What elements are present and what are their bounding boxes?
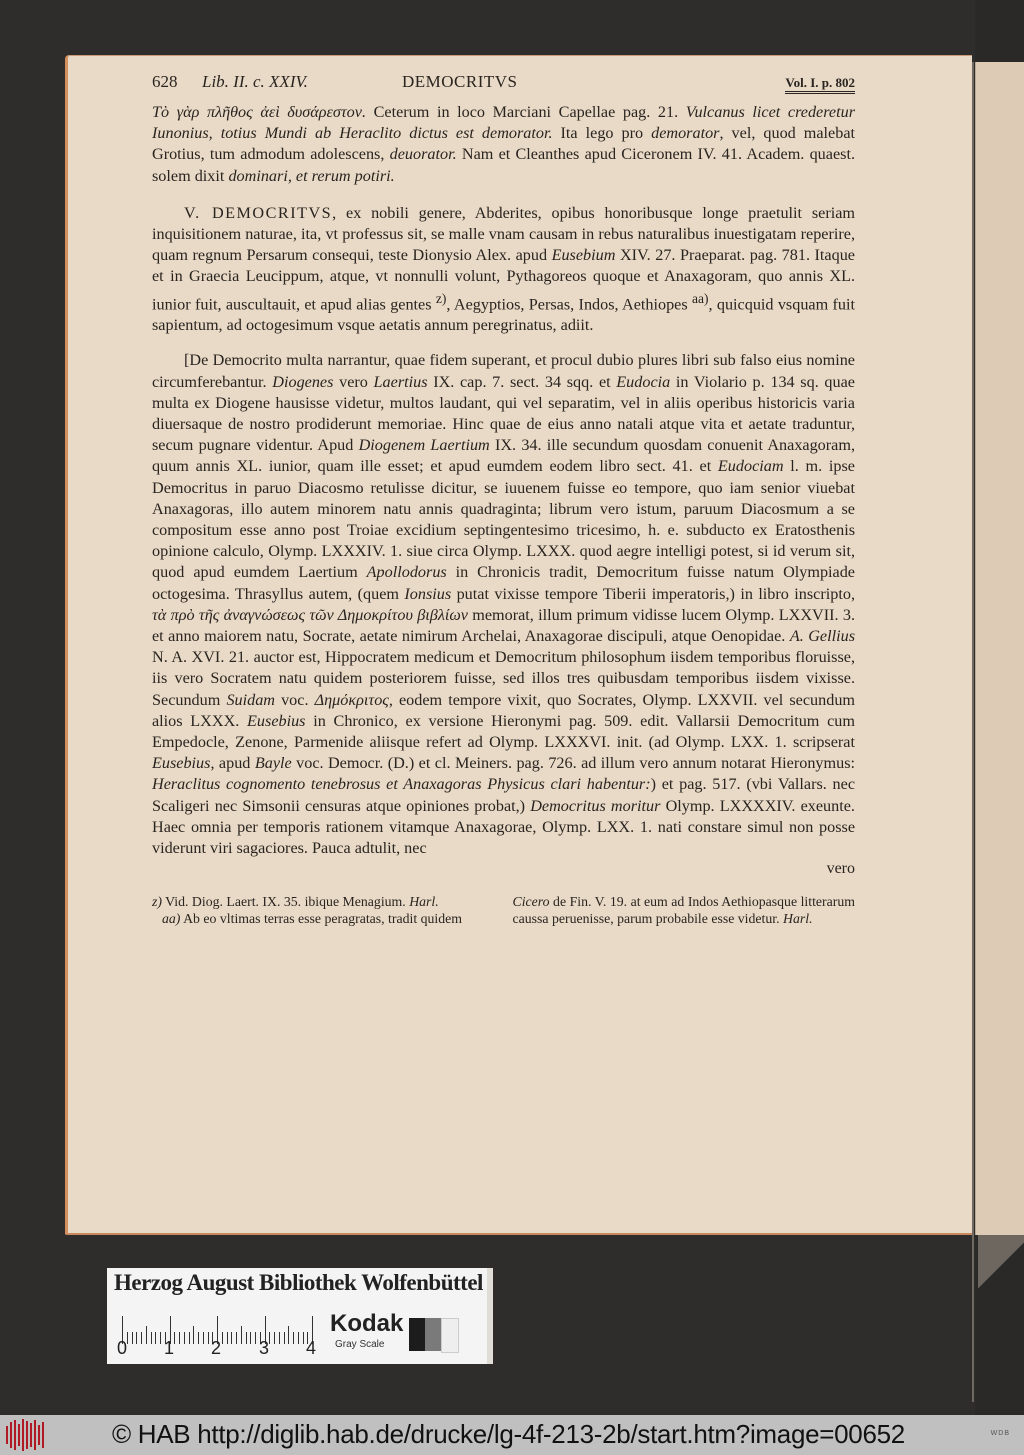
facing-page-edge [975,62,1024,1235]
ruler-tick [222,1332,223,1344]
text-run: XIV. 27. Praeparat. pag. 781. Itaque et in Graecia Leucippum, atque, vt nonnulli volunt, Pythagoreos quoque et Anaxagoram, quo annis XL. iunior fuit, auscultauit, et apud alias gentes [152,246,855,314]
text-run: memorat, illum primum vidisse lucem Olymp. LXXVII. 3. et anno maiorem natu, Socrate, aetate nimirum Archelai, Anaxagorae discipuli, atque Oenopidae. [152,605,855,646]
ruler-tick [303,1332,304,1344]
footnote-column-right [513,893,856,927]
corner-tag: WDB [990,1430,1010,1437]
logo-bar [30,1423,32,1447]
text-run: voc. [275,690,315,709]
page-content [152,72,855,927]
ruler-tick [246,1332,247,1344]
copyright-link[interactable]: © HAB http://diglib.hab.de/drucke/lg-4f-213-2b/start.htm?image=00652 [112,1419,905,1449]
gutter-line [972,62,974,1402]
ruler-tick [298,1332,299,1344]
italic-quote: dominari, et rerum potiri. [228,166,395,185]
italic-name: Ionsius [404,584,452,603]
text-run: , apud [210,754,255,773]
text-run: Ceterum in loco Marciani Capellae pag. 21. [366,103,686,121]
footnote-z [152,893,495,910]
ruler-label-1: 1 [164,1338,175,1358]
book-reference: Lib. II. c. XXIV. [202,72,308,91]
ruler-tick [279,1332,280,1344]
text-run: in Chronico, ex versione Hieronymi pag. 509. edit. Vallarsii Democritum cum Empedocle, Zenone, Parmenide aliisque refert ad Olymp. LXXXVI. init. (ad Olymp. LXX. 1. scripserat [152,711,855,752]
text-run: IX. 34. ille secundum quosdam conuenit Anaxagoram, quum annis XL. iunior, quam ille esset; et apud eumdem eodem libro sect. 41. et [152,436,855,476]
ruler-tick [231,1332,232,1344]
italic-name: Eusebium [551,246,616,265]
page-number: 628 [152,72,178,91]
logo-bar [42,1422,44,1448]
swatch-white [441,1318,459,1353]
logo-bar [26,1421,28,1449]
italic-name: Eusebius [152,754,211,773]
ruler-tick [227,1332,228,1344]
text-run: Olymp. LXXXXIV. exeunte. Haec omnia per temporis rationem vitamque Anaxagorae, Olymp. LXX. 1. nati constare simul non posse viderunt viri sagaciores. Pauca adtulit, nec [152,796,855,858]
footnotes [152,893,855,927]
italic-name: Bayle [254,754,292,773]
gray-scale-label: Gray Scale [335,1339,385,1350]
ruler-tick [293,1332,294,1344]
logo-bar [14,1420,16,1450]
gray-swatches [409,1318,459,1351]
italic-name: Apollodorus [366,563,447,582]
italic-term: deuorator. [389,145,457,164]
ruler-tick [174,1332,175,1344]
ruler-tick [193,1326,194,1344]
ruler-label-2: 2 [211,1338,222,1358]
ruler-tick [269,1332,270,1344]
text-run: ) et pag. 517. (vbi Vallars. nec Scaligeri nec Simsonii censuras atque opiniones probat,) [152,775,856,815]
ruler-tick [132,1332,133,1344]
swatch-gray [425,1318,441,1351]
text-run: Nam et Cleanthes apud Ciceronem IV. 41. Academ. quaest. solem dixit [152,145,855,185]
hab-logo-icon [6,1419,48,1451]
text-run: Ita lego pro [552,124,652,143]
logo-bar [10,1422,12,1448]
ruler-tick [250,1332,251,1344]
italic-quote: Heraclitus cognomento tenebrosus et Anaxagoras Physicus clari habentur: [152,775,651,794]
ruler-tick [151,1332,152,1344]
italic-name: Eudocia [616,372,671,391]
ruler-tick [184,1332,185,1344]
logo-bar [22,1419,24,1451]
greek-title: τὰ πρὸ τῆς ἀναγνώσεως τῶν Δημοκρίτου βιβλίων [152,605,468,624]
kodak-logo: Kodak [330,1310,404,1337]
volume-reference: Vol. I. p. 802 [785,75,855,94]
ruler-tick [284,1332,285,1344]
ruler-label-0: 0 [117,1338,128,1358]
ruler-tick [255,1332,256,1344]
italic-name: Diogenem Laertium [358,436,490,455]
ruler-tick [274,1332,275,1344]
ruler-tick [203,1332,204,1344]
logo-bar [38,1425,40,1445]
section-heading: V. DEMOCRITVS [184,203,333,222]
italic-name: Suidam [226,690,275,709]
text-run: l. m. ipse Democritus in paruo Diacosmo retulisse dicitur, se iuuenem fuisse eo tempore, quo iam senior viuebat Anaxagoras, illo autem minorem natu annis quadraginta; librum vero istum, paruum Diacosmum a se compositum esse anno post Troiae excidium septingentesimo tricesimo, h. e. subducto ex Eratosthenis opinione calculo, Olymp. LXXXIV. 1. siue circa Olymp. LXXX. quod aegre intelligi potest, si id verum sit, quod apud eumdem Laertium [152,457,855,582]
text-run: in Chronicis tradit, Democritum fuisse natum Olympiade octogesima. Thrasyllus autem, (quem [152,563,855,603]
ruler-tick [236,1332,237,1344]
commentary-paragraph [152,350,855,859]
ruler-tick [179,1332,180,1344]
footnote-text: Ab eo vltimas terras esse peragratas, tradit quidem [180,911,463,927]
text-run: in Violario p. 134 sq. quae multa ex Diogene hausisse videtur, multos laudant, qui vel separatim, vel in aliis operibus historicis varia diuersaque de nostro prodiderunt memoriae. Hinc quae de eius anno natali atque vita et aetate traduntur, secum pugnare videntur. Apud [152,372,855,455]
scale-bar [107,1268,493,1364]
text-run: [De Democrito multa narrantur, quae fidem superant, et procul dubio plures libri sub falso eius nomine circumferebantur. [152,351,855,391]
text-run: putat vixisse tempore Tiberii imperatoris,) in libro inscripto, [451,584,855,603]
ruler-tick [241,1326,242,1344]
italic-quote: Vulcanus licet crederetur Iunonius, totius Mundi ab Heraclito dictus est demorator. [152,103,856,143]
footnote-marker: aa) [162,911,181,927]
ruler-tick [208,1332,209,1344]
logo-bar [34,1420,36,1450]
italic-name: Laertius [373,372,428,391]
footnote-signature: Harl. [783,911,813,927]
ruler-tick [198,1332,199,1344]
text-run: , eodem tempore vixit, quo Socrates, Olymp. LXXVII. vel secundum alios LXXX. [152,690,856,730]
italic-name: Eusebius [247,711,306,730]
running-head [152,72,855,98]
greek-term: Δημόκριτος [314,690,389,709]
italic-quote: Democritus moritur [530,796,661,815]
text-run: , vel, quod malebat Grotius, tum admodum adolescens, [152,124,856,164]
text-run: N. A. XVI. 21. auctor est, Hippocratem medicum et Democritum philosophum iisdem temporibus floruisse, iis vero Socratem natu quidem posteriorem fuisse, sed illos tres quibusdam temporibus iisdem vixisse. Secundum [152,648,855,709]
logo-bar [6,1426,8,1444]
text-run: vero [333,372,374,391]
ruler-tick [288,1326,289,1344]
greek-quote: Τὸ γὰρ πλῆθος ἀεὶ δυσάρεστον. [152,103,366,121]
logo-bar [18,1424,20,1446]
institution-name: Herzog August Bibliothek Wolfenbüttel [114,1270,483,1295]
text-run: , ex nobili genere, Abderites, opibus honoribusque longe praetulit seriam inquisitionem naturae, ita, vt professus sit, se malle vnam causam in rebus naturalibus inuestigatam reperire, quam regnum Persarum consequi, teste Dionysio Alex. apud [152,203,855,265]
ruler-tick [141,1332,142,1344]
footnote-ref-aa[interactable]: aa) [691,290,709,306]
ruler-label-3: 3 [259,1338,270,1358]
ruler-label-4: 4 [306,1338,317,1358]
running-title: DEMOCRITVS [402,72,518,91]
ruler-tick [136,1332,137,1344]
footnote-signature: Harl. [409,894,439,910]
footnote-text: Vid. Diog. Laert. IX. 35. ibique Menagium. [161,894,410,910]
italic-name: Diogenes [272,372,334,391]
catchword: vero [826,860,855,878]
spine-shadow [978,1235,1024,1295]
footnote-column-left [152,893,495,927]
footnote-aa [152,910,495,927]
swatch-black [409,1318,425,1351]
continuation-paragraph [152,102,855,187]
footnote-marker: z) [152,894,162,910]
italic-name: Eudociam [717,457,784,476]
italic-name: Cicero [512,894,550,910]
footnote-text: de Fin. V. 19. at eum ad Indos Aethiopasque litterarum caussa peruenisse, parum probabile esse videtur. [512,894,855,927]
text-run: , quicquid vsquam fuit sapientum, ad octogesimum vsque aetatis annum peregrinatus, adiit. [152,295,856,335]
footer-bar [0,1415,1024,1455]
ruler-tick [189,1332,190,1344]
ruler-tick [160,1332,161,1344]
text-run: voc. Democr. (D.) et cl. Meiners. pag. 726. ad illum vero annum notarat Hieronymus: [291,754,855,773]
text-run: IX. cap. 7. sect. 34 sqq. et [427,372,617,391]
italic-term: demorator [651,124,720,143]
ruler-tick [146,1326,147,1344]
italic-name: A. Gellius [789,627,856,646]
ruler-tick [155,1332,156,1344]
footnote-ref-z[interactable]: z) [435,290,447,306]
text-run: , Aegyptios, Persas, Indos, Aethiopes [446,295,692,314]
section-paragraph [152,203,855,337]
